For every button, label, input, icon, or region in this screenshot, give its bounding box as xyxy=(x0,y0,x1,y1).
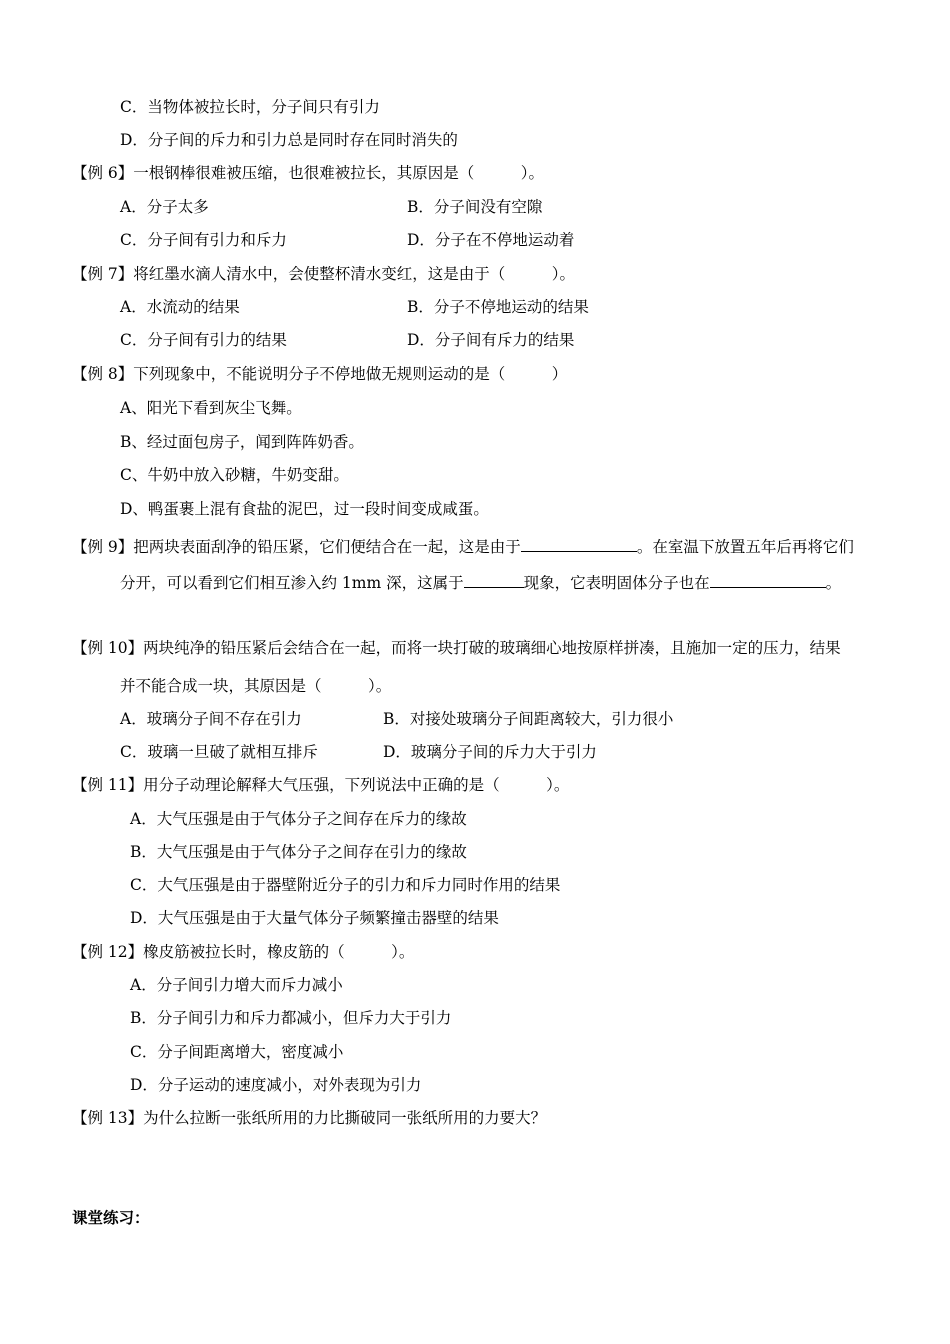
ex9-text-4: 现象，它表明固体分子也在 xyxy=(523,574,710,592)
ex13-label: 【例 13】 xyxy=(72,1109,144,1127)
ex12-question-line xyxy=(72,942,414,962)
ex9-label: 【例 9】 xyxy=(72,538,134,556)
ex7-question-line xyxy=(72,264,575,284)
ex10-question-1: 两块纯净的铅压紧后会结合在一起，而将一块打破的玻璃细心地按原样拼凑，且施加一定的压力，结果 xyxy=(143,639,841,657)
ex12-option-b: B．分子间引力和斥力都减小，但斥力大于引力 xyxy=(130,1009,452,1027)
practice-heading: 课堂练习： xyxy=(72,1209,150,1227)
ex11-option-c: C．大气压强是由于器壁附近分子的引力和斥力同时作用的结果 xyxy=(130,876,561,894)
ex12-option-d: D．分子运动的速度减小，对外表现为引力 xyxy=(130,1076,422,1094)
ex9-question-line-2 xyxy=(120,571,841,593)
ex11-option-a: A．大气压强是由于气体分子之间存在斥力的缘故 xyxy=(130,810,467,828)
ex10-option-d: D．玻璃分子间的斥力大于引力 xyxy=(383,743,597,761)
ex10-question-line-1 xyxy=(72,638,841,658)
ex6-option-d: D．分子在不停地运动着 xyxy=(407,231,575,249)
ex11-label: 【例 11】 xyxy=(72,776,144,794)
ex7-question: 将红墨水滴人清水中，会使整杯清水变红，这是由于（ ）。 xyxy=(133,265,576,283)
ex5-option-c: C．当物体被拉长时，分子间只有引力 xyxy=(120,98,380,116)
ex8-question: 下列现象中，不能说明分子不停地做无规则运动的是（ ） xyxy=(133,365,568,383)
ex11-option-b: B．大气压强是由于气体分子之间存在引力的缘故 xyxy=(130,843,467,861)
ex7-option-b: B．分子不停地运动的结果 xyxy=(407,298,589,316)
ex11-question-line xyxy=(72,775,569,795)
ex7-option-c: C．分子间有引力的结果 xyxy=(120,331,287,349)
ex9-blank-1[interactable] xyxy=(521,535,637,552)
ex10-label: 【例 10】 xyxy=(72,639,144,657)
ex8-option-b: B、经过面包房子，闻到阵阵奶香。 xyxy=(120,433,364,451)
ex8-question-line xyxy=(72,364,567,384)
ex8-label: 【例 8】 xyxy=(72,365,134,383)
ex6-option-a: A．分子太多 xyxy=(120,198,209,216)
ex8-option-d: D、鸭蛋裹上混有食盐的泥巴，过一段时间变成咸蛋。 xyxy=(120,500,489,518)
ex9-text-5: 。 xyxy=(825,574,842,592)
ex9-text-2: 。在室温下放置五年后再将它们 xyxy=(636,538,854,556)
ex12-label: 【例 12】 xyxy=(72,943,144,961)
ex10-option-b: B．对接处玻璃分子间距离较大，引力很小 xyxy=(383,710,674,728)
ex10-option-c: C．玻璃一旦破了就相互排斥 xyxy=(120,743,318,761)
ex6-option-c: C．分子间有引力和斥力 xyxy=(120,231,287,249)
ex8-option-c: C、牛奶中放入砂糖，牛奶变甜。 xyxy=(120,466,349,484)
ex9-text-3: 分开，可以看到它们相互渗入约 1mm 深，这属于 xyxy=(120,574,464,592)
ex5-option-d: D．分子间的斥力和引力总是同时存在同时消失的 xyxy=(120,131,458,149)
ex13-question: 为什么拉断一张纸所用的力比撕破同一张纸所用的力要大？ xyxy=(143,1109,547,1127)
ex9-blank-3[interactable] xyxy=(710,571,826,588)
ex6-label: 【例 6】 xyxy=(72,164,134,182)
ex12-question: 橡皮筋被拉长时，橡皮筋的（ ）。 xyxy=(143,943,415,961)
ex6-option-b: B．分子间没有空隙 xyxy=(407,198,543,216)
ex8-option-a: A、阳光下看到灰尘飞舞。 xyxy=(120,399,302,417)
ex7-label: 【例 7】 xyxy=(72,265,134,283)
ex11-question: 用分子动理论解释大气压强，下列说法中正确的是（ ）。 xyxy=(143,776,570,794)
ex9-question-line-1 xyxy=(72,535,854,557)
ex9-blank-2[interactable] xyxy=(464,571,524,588)
ex6-question: 一根钢棒很难被压缩，也很难被拉长，其原因是（ ）。 xyxy=(133,164,545,182)
ex7-option-d: D．分子间有斥力的结果 xyxy=(407,331,575,349)
ex10-question-line-2: 并不能合成一块，其原因是（ ）。 xyxy=(120,677,392,695)
ex11-option-d: D．大气压强是由于大量气体分子频繁撞击器壁的结果 xyxy=(130,909,499,927)
ex7-option-a: A．水流动的结果 xyxy=(120,298,240,316)
ex12-option-a: A．分子间引力增大而斥力减小 xyxy=(130,976,343,994)
ex10-option-a: A．玻璃分子间不存在引力 xyxy=(120,710,302,728)
ex13-question-line xyxy=(72,1108,546,1128)
ex9-text-1: 把两块表面刮净的铅压紧，它们便结合在一起，这是由于 xyxy=(133,538,521,556)
ex12-option-c: C．分子间距离增大，密度减小 xyxy=(130,1043,344,1061)
ex6-question-line xyxy=(72,163,544,183)
